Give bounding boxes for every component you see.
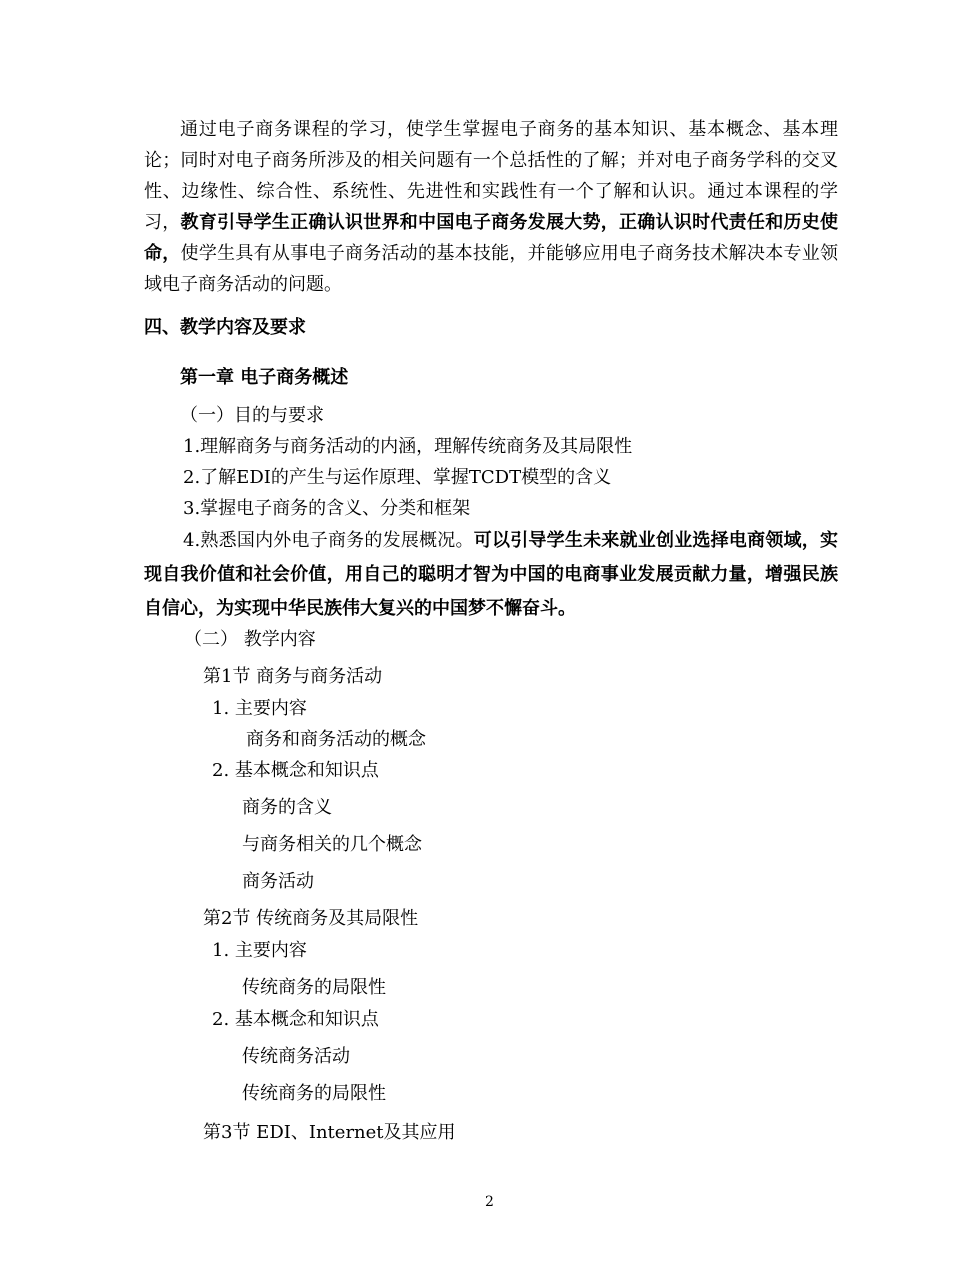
section-2-concept-item: 传统商务的局限性	[242, 1083, 386, 1104]
section-1-main-item: 商务和商务活动的概念	[246, 729, 426, 750]
intro-bold-text: 教育引导学生正确认识世界和中国电子商务发展大势，正确认识时代责任和历史使命，	[144, 212, 839, 264]
section-2-concept-label: 2. 基本概念和知识点	[212, 1009, 379, 1030]
intro-text-2: 使学生具有从事电子商务活动的基本技能，并能够应用电子商务技术解决本专业领域电子商务活动的问题。	[144, 243, 839, 295]
goal-item-1: 1.理解商务与商务活动的内涵，理解传统商务及其局限性	[183, 436, 633, 457]
goal-item-4	[144, 524, 838, 626]
goal-item-3: 3.掌握电子商务的含义、分类和框架	[183, 498, 471, 519]
section-2-title: 第2节 传统商务及其局限性	[203, 908, 419, 929]
section-heading: 四、教学内容及要求	[144, 317, 306, 338]
section-2-main-label: 1. 主要内容	[212, 940, 307, 961]
section-1-concept-item: 商务的含义	[242, 797, 332, 818]
content-heading: （二） 教学内容	[184, 629, 316, 650]
goal-4-text: 4.熟悉国内外电子商务的发展概况。	[183, 530, 474, 551]
goal-item-2: 2.了解EDI的产生与运作原理、掌握TCDT模型的含义	[183, 467, 612, 488]
section-1-concept-item: 与商务相关的几个概念	[242, 834, 422, 855]
page-number: 2	[485, 1194, 494, 1210]
section-1-title: 第1节 商务与商务活动	[203, 666, 383, 687]
intro-text-1: 通过电子商务课程的学习，使学生掌握电子商务的基本知识、基本概念、基本理论；同时对电子商务所涉及的相关问题有一个总括性的了解；并对电子商务学科的交叉性、边缘性、综合性、系统性、先进性和实践性有一个了解和认识。通过本课程的学习，	[144, 119, 838, 233]
section-3-title: 第3节 EDI、Internet及其应用	[203, 1122, 456, 1143]
intro-paragraph	[144, 114, 838, 300]
section-2-concept-item: 传统商务活动	[242, 1046, 350, 1067]
goal-4-bold-text: 可以引导学生未来就业创业选择电商领域，实现自我价值和社会价值，用自己的聪明才智为中国的电商事业发展贡献力量，增强民族自信心，为实现中华民族伟大复兴的中国梦不懈奋斗。	[144, 530, 838, 619]
section-1-concept-label: 2. 基本概念和知识点	[212, 760, 379, 781]
section-2-main-item: 传统商务的局限性	[242, 977, 386, 998]
chapter-heading: 第一章 电子商务概述	[180, 367, 349, 388]
goals-heading: （一）目的与要求	[180, 405, 324, 426]
section-1-main-label: 1. 主要内容	[212, 698, 307, 719]
section-1-concept-item: 商务活动	[242, 871, 314, 892]
